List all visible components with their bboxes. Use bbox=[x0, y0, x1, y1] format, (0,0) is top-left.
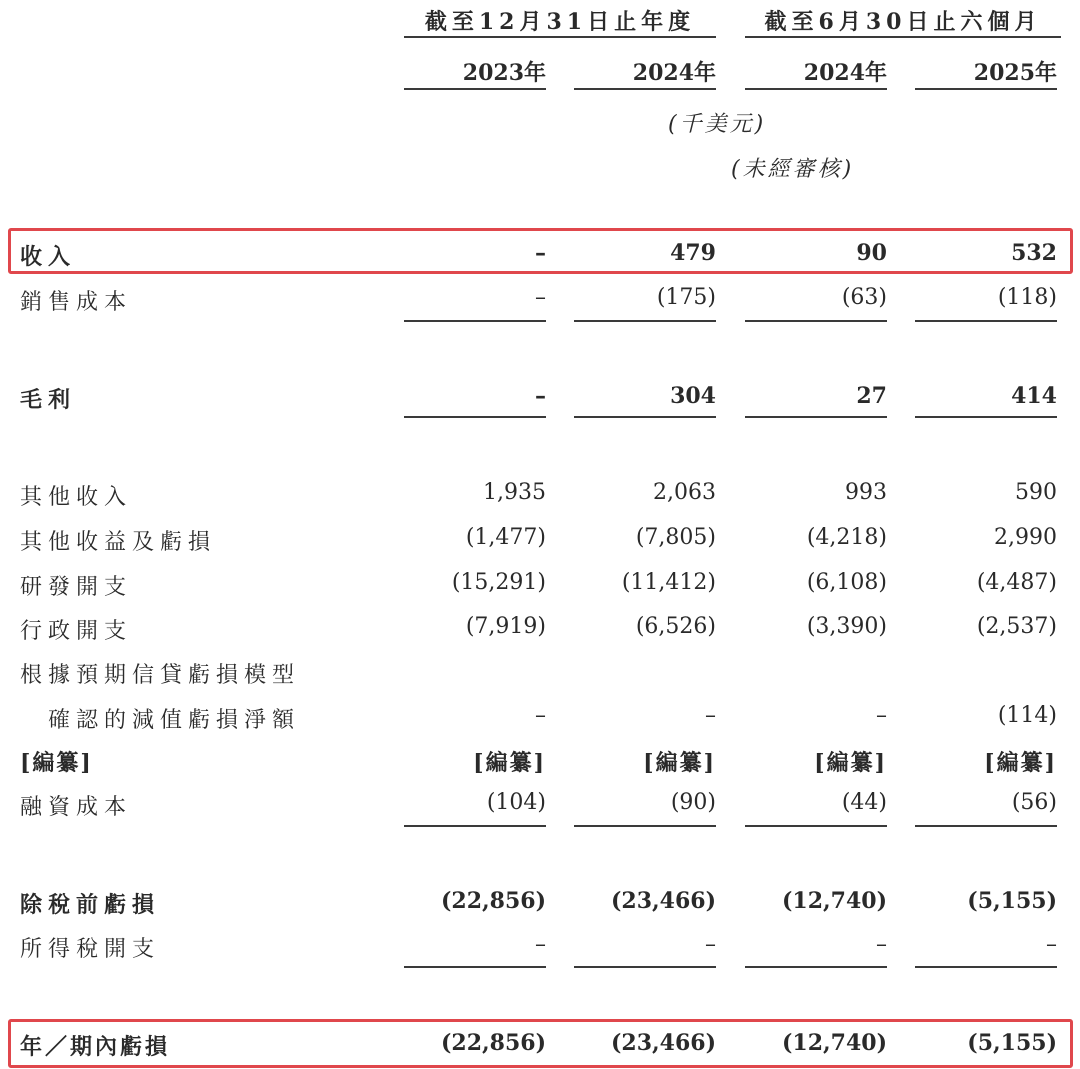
row-label-ecl-line2: 確認的減值虧損淨額 bbox=[48, 708, 301, 733]
cell-revenue-2024h1: 90 bbox=[856, 240, 887, 266]
cell-cost-2023: – bbox=[535, 285, 546, 310]
total-rule bbox=[574, 416, 716, 418]
cell-tax-2025h1: – bbox=[1046, 932, 1057, 957]
year-rule-1 bbox=[404, 88, 546, 90]
cell-netloss-2024h1: (12,740) bbox=[781, 1030, 887, 1056]
year-rule-2 bbox=[574, 88, 716, 90]
cell-oi-2025h1: 590 bbox=[1015, 480, 1057, 505]
subtotal-rule bbox=[404, 825, 546, 827]
cell-redacted-2024: [編纂] bbox=[643, 750, 716, 776]
row-label-other-income: 其他收入 bbox=[20, 485, 133, 510]
cell-redacted-2024h1: [編纂] bbox=[814, 750, 887, 776]
header-full-year: 截至12月31日止年度 bbox=[424, 9, 696, 35]
cell-rd-2024h1: (6,108) bbox=[806, 570, 887, 595]
cell-oi-2023: 1,935 bbox=[483, 480, 546, 505]
header-full-year-rule bbox=[404, 36, 716, 38]
row-label-redacted: [編纂] bbox=[20, 750, 93, 776]
subtotal-rule bbox=[915, 966, 1057, 968]
cell-ecl-2024h1: – bbox=[876, 703, 887, 728]
subtotal-rule bbox=[745, 320, 887, 322]
cell-revenue-2024: 479 bbox=[670, 240, 716, 266]
row-label-other-gains-losses: 其他收益及虧損 bbox=[20, 530, 217, 555]
cell-netloss-2025h1: (5,155) bbox=[967, 1030, 1057, 1056]
row-label-revenue: 收入 bbox=[20, 244, 77, 270]
cell-revenue-2025h1: 532 bbox=[1011, 240, 1057, 266]
cell-ecl-2023: – bbox=[535, 703, 546, 728]
subtotal-rule bbox=[745, 825, 887, 827]
subtotal-rule bbox=[574, 966, 716, 968]
cell-rd-2023: (15,291) bbox=[451, 570, 546, 595]
row-label-loss-before-tax: 除稅前虧損 bbox=[20, 892, 161, 918]
cell-ogl-2023: (1,477) bbox=[465, 525, 546, 550]
row-label-gross-profit: 毛利 bbox=[20, 387, 77, 413]
cell-fin-2024: (90) bbox=[670, 790, 716, 815]
subtotal-rule bbox=[574, 825, 716, 827]
subtotal-rule bbox=[574, 320, 716, 322]
cell-tax-2024h1: – bbox=[876, 932, 887, 957]
subtotal-rule bbox=[915, 320, 1057, 322]
total-rule bbox=[745, 416, 887, 418]
cell-lbt-2025h1: (5,155) bbox=[967, 888, 1057, 914]
row-label-net-loss: 年／期內虧損 bbox=[20, 1034, 171, 1060]
year-header-4: 2025年 bbox=[973, 60, 1057, 86]
year-header-1: 2023年 bbox=[462, 60, 546, 86]
cell-cost-2025h1: (118) bbox=[997, 285, 1057, 310]
cell-gp-2025h1: 414 bbox=[1011, 383, 1057, 409]
subtotal-rule bbox=[745, 966, 887, 968]
cell-cost-2024h1: (63) bbox=[841, 285, 887, 310]
unit-label: (千美元) bbox=[668, 112, 767, 137]
cell-fin-2023: (104) bbox=[486, 790, 546, 815]
cell-rd-2024: (11,412) bbox=[621, 570, 716, 595]
row-label-income-tax: 所得稅開支 bbox=[20, 937, 161, 962]
cell-admin-2024: (6,526) bbox=[635, 614, 716, 639]
header-six-months: 截至6月30日止六個月 bbox=[764, 9, 1042, 35]
header-six-months-rule bbox=[745, 36, 1061, 38]
cell-cost-2024: (175) bbox=[656, 285, 716, 310]
cell-ogl-2024: (7,805) bbox=[635, 525, 716, 550]
cell-gp-2023: – bbox=[535, 383, 546, 409]
cell-gp-2024: 304 bbox=[670, 383, 716, 409]
cell-admin-2023: (7,919) bbox=[465, 614, 546, 639]
cell-gp-2024h1: 27 bbox=[856, 383, 887, 409]
row-label-rd-expenses: 研發開支 bbox=[20, 575, 133, 600]
cell-lbt-2024: (23,466) bbox=[610, 888, 716, 914]
cell-ogl-2024h1: (4,218) bbox=[806, 525, 887, 550]
cell-tax-2024: – bbox=[705, 932, 716, 957]
subtotal-rule bbox=[404, 320, 546, 322]
cell-ogl-2025h1: 2,990 bbox=[994, 525, 1057, 550]
cell-ecl-2024: – bbox=[705, 703, 716, 728]
subtotal-rule bbox=[404, 966, 546, 968]
cell-fin-2025h1: (56) bbox=[1011, 790, 1057, 815]
cell-lbt-2023: (22,856) bbox=[440, 888, 546, 914]
total-rule bbox=[404, 416, 546, 418]
cell-netloss-2023: (22,856) bbox=[440, 1030, 546, 1056]
cell-oi-2024h1: 993 bbox=[845, 480, 887, 505]
year-rule-3 bbox=[745, 88, 887, 90]
cell-netloss-2024: (23,466) bbox=[610, 1030, 716, 1056]
cell-lbt-2024h1: (12,740) bbox=[781, 888, 887, 914]
cell-redacted-2025h1: [編纂] bbox=[984, 750, 1057, 776]
cell-admin-2025h1: (2,537) bbox=[976, 614, 1057, 639]
total-rule bbox=[915, 416, 1057, 418]
cell-revenue-2023: – bbox=[535, 240, 546, 266]
subtotal-rule bbox=[915, 825, 1057, 827]
row-label-admin-expenses: 行政開支 bbox=[20, 619, 133, 644]
cell-tax-2023: – bbox=[535, 932, 546, 957]
cell-ecl-2025h1: (114) bbox=[997, 703, 1057, 728]
cell-fin-2024h1: (44) bbox=[841, 790, 887, 815]
row-label-ecl-line1: 根據預期信貸虧損模型 bbox=[20, 663, 301, 688]
unaudited-label: (未經審核) bbox=[731, 157, 855, 182]
cell-oi-2024: 2,063 bbox=[653, 480, 716, 505]
cell-rd-2025h1: (4,487) bbox=[976, 570, 1057, 595]
year-header-2: 2024年 bbox=[632, 60, 716, 86]
year-header-3: 2024年 bbox=[803, 60, 887, 86]
year-rule-4 bbox=[915, 88, 1057, 90]
cell-redacted-2023: [編纂] bbox=[473, 750, 546, 776]
row-label-finance-costs: 融資成本 bbox=[20, 795, 133, 820]
cell-admin-2024h1: (3,390) bbox=[806, 614, 887, 639]
row-label-cost-of-sales: 銷售成本 bbox=[20, 290, 133, 315]
